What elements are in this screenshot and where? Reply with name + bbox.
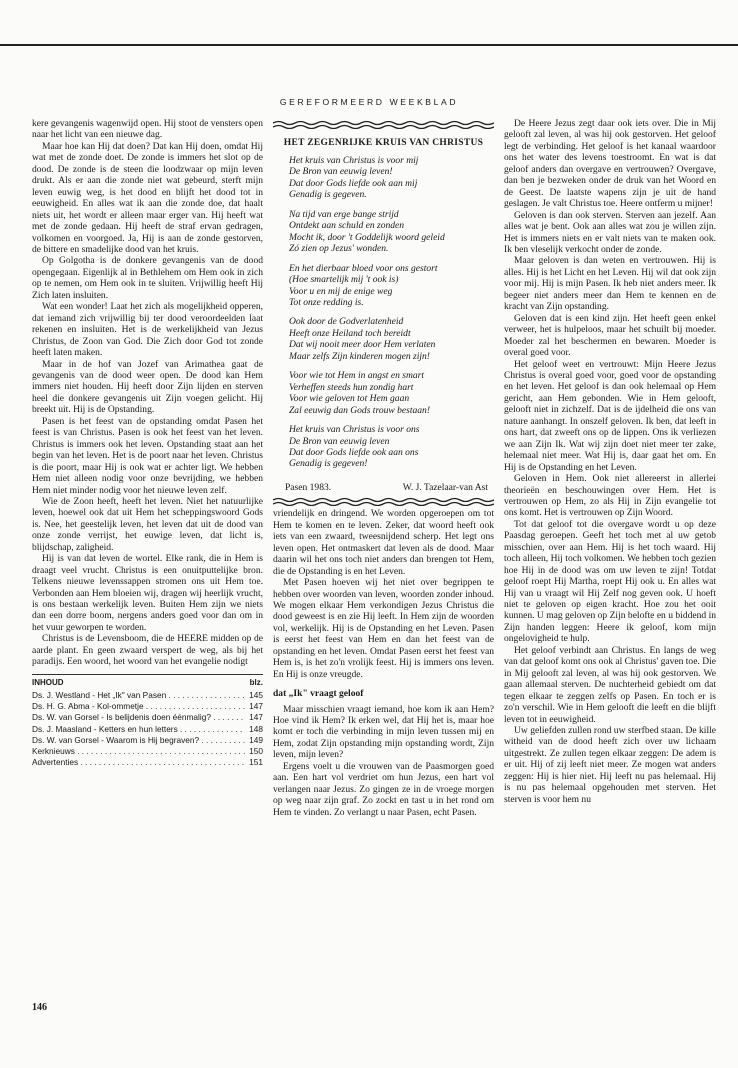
- poem-line: Genadig is gegeven.: [289, 189, 367, 201]
- paragraph: Maar in de hof van Jozef van Arimathea gaat de gevangenis van de dood weer open. De dood kan Hem immers niet houden. Hij heeft door Zijn lijden en sterven heel die donkere gevangenis uit Zijn voegen gelicht. Hij breekt uit. Hij is de Opstanding.: [32, 358, 263, 416]
- toc-entry-page: 150: [249, 745, 263, 756]
- poem-line: Ontdekt aan schuld en zonden: [289, 220, 405, 232]
- poem-line: Voor u en mij de enige weg: [289, 285, 393, 297]
- poem-line: Dat door Gods liefde ook aan ons: [289, 446, 419, 458]
- paragraph: Maar misschien vraagt iemand, hoe kom ik aan Hem? Hoe vind ik Hem? Ik erken wel, dat Hij het is, maar hoe komt er toch die verbinding in mijn leven tussen mij en Hem, zodat Zijn opstanding mijn opstanding wordt, Zijn leven, mijn leven?: [273, 703, 494, 761]
- table-of-contents: [32, 674, 263, 769]
- poem-stanza: [273, 155, 494, 201]
- paragraph: Geloven is dan ook sterven. Sterven aan jezelf. Aan alles wat je bent. Ook aan alles wat zou je willen zijn. Het is immers niets en er valt niets van te maken ook. Ik ben vleselijk verkocht onder de zonde.: [504, 209, 716, 255]
- poem-line: Maar zelfs Zijn kinderen mogen zijn!: [289, 350, 430, 362]
- poem-stanza: [273, 424, 494, 470]
- paragraph: Geloven in Hem. Ook niet allereerst in allerlei theorieën en beschouwingen over Hem. Het is vertrouwen op Hem, zo als Hij in Zijn evangelie tot ons komt. Het is vertrouwen op Zijn Woord.: [504, 473, 716, 519]
- paragraph: Met Pasen hoeven wij het niet over begrippen te hebben over woorden van leven, woorden zonder inhoud. We mogen elkaar Hem verkondigen Jezus Christus die dood geweest is en zie Hij leeft. In Hem zijn de woorden vol, werkelijk. Hij is de Opstanding en het Leven. Pasen is eerst het feest van Hem en dan het feest van de opstanding en het leven. Omdat Pasen eerst het feest van Hem is, is het zo'n vrolijk feest. Hij is immers ons leven. En Hij is onze vreugde.: [273, 577, 494, 680]
- toc-entry[interactable]: [32, 724, 263, 735]
- poem-stanza: [273, 263, 494, 309]
- toc-entry[interactable]: [32, 690, 263, 701]
- poem-line: Ook door de Godverlatenheid: [289, 316, 404, 328]
- poem-line: Heeft onze Heiland toch bereidt: [289, 327, 411, 339]
- paragraph: Het geloof weet en vertrouwt: Mijn Heere Jezus Christus is overal goed voor, goed voor de opstanding en het leven. Het geloof is dan ook helemaal op Hem gericht, aan Hem gebonden. Wie in Hem gelooft, gelooft niet in zichzelf. Dat is de ijdelheid die ons van nature aanhangt. In onszelf geloven. Ik ben, dat leeft in ons hart, dat zweeft ons op de lippen. Ons ik verliezen we aan Zijn Ik. Wat wij zijn doet niet meer ter zake, helemaal niet meer. Wat Hij is, daar gaat het om. En Hij is de Opstanding en het Leven.: [504, 358, 716, 473]
- toc-entry-page: 145: [249, 689, 263, 700]
- poem-line: De Bron van eeuwig leven: [289, 435, 390, 447]
- poem-author: W. J. Tazelaar-van Ast: [402, 481, 488, 493]
- top-rule: [0, 44, 738, 46]
- toc-entry-title: Ds. W. van Gorsel - Waarom is Hij begraven? . . .: [32, 735, 245, 746]
- paragraph: Geloven dat is een kind zijn. Het heeft geen enkel verweer, het is hulpeloos, maar het schuilt bij moeder. Moeder zal het beschermen en bewaren. Moeder is overal goed voor.: [504, 312, 716, 359]
- paragraph: Christus is de Levensboom, die de HEERE midden op de aarde plant. En geen zwaard verspert de weg, als bij het paradijs. Een woord, het woord van het evangelie nodigt: [32, 633, 263, 668]
- poem-line: Voor wie tot Hem in angst en smart: [289, 370, 424, 382]
- poem-line: Voor wie geloven tot Hem gaan: [289, 393, 410, 405]
- poem-line: (Hoe smartelijk mij 't ook is): [289, 274, 399, 286]
- poem-title: HET ZEGENRIJKE KRUIS VAN CHRISTUS: [283, 138, 484, 148]
- paragraph: Maar geloven is dan weten en vertrouwen. Hij is alles. Hij is het Licht en het Leven. Hij wil dat ook zijn voor mij. Hij is mijn Pasen. Ik heb niet anders meer. Ik begeer niet anders meer dan Hem te kennen en de kracht van Zijn opstanding.: [504, 255, 716, 313]
- paragraph: Hij is van dat leven de wortel. Elke rank, die in Hem is draagt veel vrucht. Christus is een onuitputtelijke bron. Telkens nieuwe levenssappen stromen ons uit Hem toe. Verbonden aan Hem bloeien wij, dragen wij heerlijk vrucht, is ons bestaan werkelijk leven. Buiten Hem zijn we niets dan een dorre boom, nergens anders goed voor dan om in het vuur geworpen te worden.: [32, 553, 263, 633]
- column-3: [504, 118, 716, 805]
- poem-line: Genadig is gegeven!: [289, 458, 368, 470]
- toc-entry-title: Ds. J. Westland - Het „Ik" van Pasen . . .: [32, 690, 245, 701]
- toc-entry-page: 149: [249, 734, 263, 745]
- paragraph: kere gevangenis wagenwijd open. Hij stoot de vensters open naar het licht van een nieuwe dag.: [32, 118, 263, 141]
- paragraph: Maar hoe kan Hij dat doen? Dat kan Hij doen, omdat Hij wat met de zonde doet. De zonde is immers het slot op de dood. De zonde is de steen die loodzwaar op mijn leven drukt. Als er aan die zonde niet wat gebeurd, sterft mijn leven euwig weg, is het dood en blijft het dood tot in eeuwigheid. En alles wat ik aan die zonde doe, dat haalt niets uit, het wordt er alleen maar erger van. Hij heeft wat met de zonde gedaan. Hij heeft de straf ervan gedragen, volkomen en voorgoed. Ja, Hij is aan de zonde gestorven, de bittere en smadelijke dood van het kruis.: [32, 140, 263, 255]
- toc-entry[interactable]: [32, 701, 263, 712]
- wave-divider-icon: [273, 497, 494, 506]
- page-header: GEREFORMEERD WEEKBLAD: [279, 97, 459, 107]
- toc-entry-page: 148: [249, 723, 263, 734]
- wave-divider-icon: [273, 120, 494, 129]
- poem-line: Zó zien op Jezus' wonden.: [289, 243, 389, 255]
- poem-line: Dat door Gods liefde ook aan mij: [289, 177, 418, 189]
- paragraph: Pasen is het feest van de opstanding omdat Pasen het feest is van Christus. Pasen is ook het feest van het leven. Christus is immers ook het leven. Opstanding staat aan het begin van het leven. Het is de poort naar het leven. Christus is die poort, maar Hij is ook wat er achter ligt. We hebben Hem niet alleen nodig voor onze bevrijding, we hebben Hem niet minder nodig voor het nieuwe leven zelf.: [32, 415, 263, 496]
- toc-entry-title: Kerknieuws . . .: [32, 746, 245, 757]
- poem-line: Het kruis van Christus is voor mij: [289, 155, 419, 166]
- toc-entry[interactable]: [32, 735, 263, 746]
- toc-heading: INHOUD: [32, 677, 64, 687]
- paragraph: Wat een wonder! Laat het zich als mogelijkheid opperen, dat iemand zich vrijwillig bij ter dood veroordeelden laat rekenen en insluiten. Het is de werkelijkheid van Jezus Christus, de Zoon van God. Die Zich door God tot zonde heeft laten maken.: [32, 301, 263, 359]
- toc-entry-title: Ds. H. G. Abma - Kol-ommetje . . .: [32, 701, 245, 712]
- poem-line: Het kruis van Christus is voor ons: [289, 424, 420, 436]
- page-number: 146: [32, 1002, 47, 1013]
- paragraph: vriendelijk en dringend. We worden opgeroepen om tot Hem te komen en te leven. Zeker, dat woord heeft ook iets van een zwaard, tweesnijdend scherp. Het legt ons leven open. Het ontmaskert dat leven als de dood. Maar daarin wil het ons toch niet anders dan brengen tot Hem, die de Opstanding is en het Leven.: [273, 508, 494, 577]
- paragraph: Op Golgotha is de donkere gevangenis van de dood opengegaan. Eigenlijk al in Bethlehem om Hem ook in zich op te nemen, om Hem ook in te sluiten. Vrijwillig heeft Hij Zich laten insluiten.: [32, 255, 263, 301]
- toc-entry-title: Ds. J. Maasland - Ketters en hun letters . . .: [32, 724, 245, 735]
- paragraph: Wie de Zoon heeft, heeft het leven. Niet het natuurlijke leven, hoewel ook dat uit Hem het scheppingswoord Gods is. Nee, het geestelijk leven, het leven dat uit de dood van onze zonde verrijst, het euwige leven, dat licht is, blijdschap, zaligheid.: [32, 495, 263, 553]
- poem-stanza: [273, 370, 494, 416]
- poem-line: Mocht ik, door 't Goddelijk woord geleid: [289, 231, 445, 243]
- paragraph: Het geloof verbindt aan Christus. En langs de weg van dat geloof komt ons ook al Christus' gaven toe. Die in Mij gelooft zal leven, al was hij ook gestorven. We gaan allemaal sterven. De nuchterheid gebiedt om dat tegen elkaar te zeggen zelfs op Pasen. En toch er is zo'n verschil. Wie in Hem gelooft die leeft en die blijft leven tot in eeuwigheid.: [504, 644, 716, 725]
- poem-line: Zal eeuwig dan Gods trouw bestaan!: [289, 404, 430, 416]
- toc-entry-page: 147: [249, 701, 263, 712]
- toc-entry-title: Ds. W. van Gorsel - Is belijdenis doen éénmalig? . . .: [32, 712, 245, 723]
- paragraph: Tot dat geloof tot die overgave wordt u op deze Paasdag geroepen. Geeft het toch met al uw getob misschien, over aan Hem. Hij is het toch waard. Hij toch alleen, Hij toch volkomen. We hebben toch gezien hoe Hij in de dood was om uw leven te zijn! Totdat geloof roept Hij Martha, roept Hij ook u. En alles wat Hij van u vraagt wil Hij Zelf nog geven ook. U hoeft niet te geloven op eigen kracht. Hoe zou het ooit kunnen. U mag geloven op Zijn belofte en u biddend in Zijn handen leggen: Heere ik geloof, kom mijn ongelovigheid te hulp.: [504, 518, 716, 645]
- poem-line: De Bron van eeuwig leven!: [289, 166, 393, 178]
- toc-page-heading: blz.: [249, 677, 263, 687]
- poem-line: En het dierbaar bloed voor ons gestort: [289, 262, 438, 274]
- poem-stanza: [273, 209, 494, 255]
- toc-entry[interactable]: [32, 712, 263, 723]
- poem-line: Tot onze redding is.: [289, 296, 364, 308]
- poem-stanza: [273, 316, 494, 362]
- section-subheading: dat „Ik" vraagt geloof: [273, 688, 364, 700]
- paragraph: Ergens voelt u die vrouwen van de Paasmorgen goed aan. Een hart vol verdriet om hun Jezus, een hart vol verlangen naar Jezus. Zo gingen ze in de vroege morgen op weg naar zijn graf. Zo zockt en tast u in het rond om Hem te vinden. Zo verlangt u naar Pasen, echt Pasen.: [273, 760, 494, 818]
- toc-entry-title: Advertenties . . .: [32, 757, 245, 768]
- poem-signature: [273, 478, 494, 493]
- column-2: [273, 118, 494, 818]
- toc-entry[interactable]: [32, 757, 263, 768]
- toc-entry-page: 151: [249, 757, 263, 768]
- poem-date: Pasen 1983.: [285, 481, 332, 493]
- poem-line: Na tijd van erge bange strijd: [289, 208, 399, 220]
- paragraph: Uw geliefden zullen rond uw sterfbed staan. De kille witheid van de dood heeft zich over uw lichaam uitgestrekt. Ze zullen tegen elkaar zeggen: De adem is er uit. Hij of zij leeft niet meer. Ze mogen wat anders zeggen: Hij is hier niet. Hij leeft nu pas helemaal. Hij is nu pas helemaal opgehouden met sterven. Het sterven is voor hem nu: [504, 725, 716, 805]
- toc-entry[interactable]: [32, 746, 263, 757]
- poem-line: Verheffen steeds hun zondig hart: [289, 381, 414, 393]
- column-1: [32, 118, 263, 768]
- paragraph: De Heere Jezus zegt daar ook iets over. Die in Mij gelooft zal leven, al was hij ook gestorven. Het geloof legt de verbinding. Het geloof is het kanaal waardoor ons het water des levens toestroomt. En wat is dat geloof anders dan overgave en vertrouwen? Overgave, dan ben je bezweken onder de druk van het Woord en de Geest. De laatste wapens zijn je uit de hand geslagen. Je valt Christus toe. Heere ontferm u mijner!: [504, 118, 716, 210]
- toc-entry-page: 147: [249, 712, 263, 723]
- poem-line: Dat wij nooit meer door Hem verlaten: [289, 339, 436, 351]
